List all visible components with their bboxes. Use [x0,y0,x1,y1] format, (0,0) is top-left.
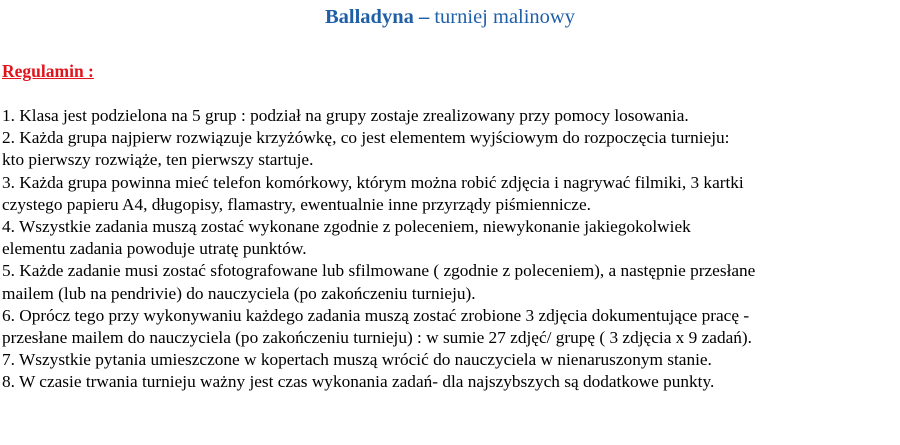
rule-line: przesłane mailem do nauczyciela (po zakończeniu turnieju) : w sumie 27 zdjęć/ grupę ( 3 zdjęcia x 9 zadań). [2,327,752,347]
title-name: Balladyna [324,6,414,28]
rule-line: 8. W czasie trwania turnieju ważny jest czas wykonania zadań- dla najszybszych są dodatkowe punkty. [2,372,715,392]
rules-list [2,105,900,393]
rule-line: mailem (lub na pendrivie) do nauczyciela (po zakończeniu turnieju). [2,283,476,303]
rule-line: 5. Każde zadanie musi zostać sfotografowane lub sfilmowane ( zgodnie z poleceniem), a następnie przesłane [2,261,756,281]
rule-line: 2. Każda grupa najpierw rozwiązuje krzyżówkę, co jest elementem wyjściowym do rozpoczęcia turnieju: [2,128,730,148]
rule-line: 3. Każda grupa powinna mieć telefon komórkowy, którym można robić zdjęcia i nagrywać filmiki, 3 kartki [2,172,744,192]
page-title [0,4,900,30]
rules-heading: Regulamin : [2,61,94,81]
rule-line: czystego papieru A4, długopisy, flamastry, ewentualnie inne przyrządy piśmiennicze. [2,194,591,214]
rule-line: 6. Oprócz tego przy wykonywaniu każdego zadania muszą zostać zrobione 3 zdjęcia dokumentujące pracę - [2,305,750,325]
title-subtitle: turniej malinowy [434,6,575,28]
title-separator: – [413,6,435,28]
rule-line: 4. Wszystkie zadania muszą zostać wykonane zgodnie z poleceniem, niewykonanie jakiegokolwiek [2,216,691,236]
rule-line: 1. Klasa jest podzielona na 5 grup : podział na grupy zostaje zrealizowany przy pomocy losowania. [2,106,689,125]
rule-line: 7. Wszystkie pytania umieszczone w kopertach muszą wrócić do nauczyciela w nienaruszonym stanie. [2,350,712,370]
rule-line: kto pierwszy rozwiąże, ten pierwszy startuje. [2,150,314,170]
rule-line: elementu zadania powoduje utratę punktów. [2,239,307,259]
